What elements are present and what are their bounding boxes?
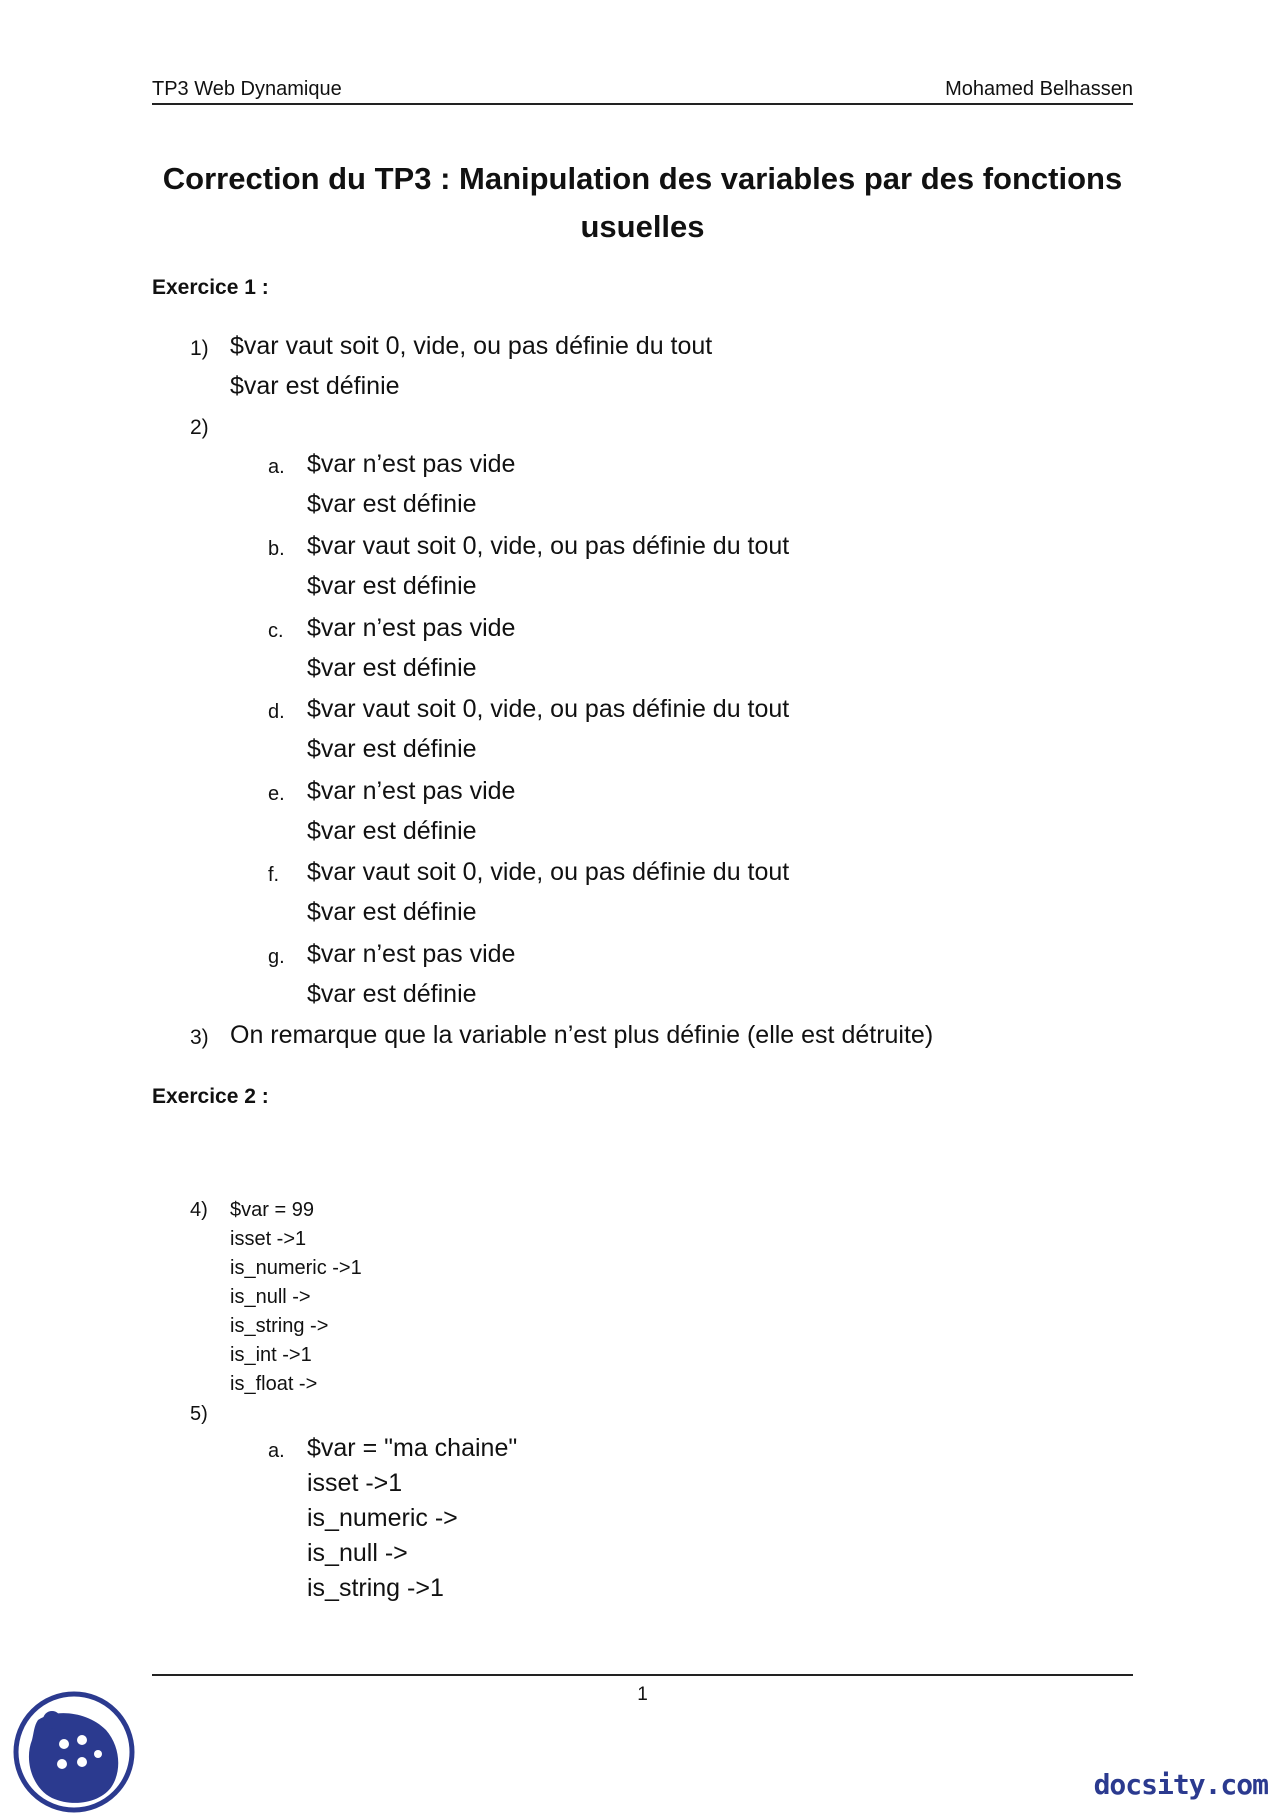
q5-line: $var = "ma chaine" bbox=[307, 1434, 518, 1462]
q2-item-line2: $var est définie bbox=[307, 898, 477, 926]
header-rule bbox=[152, 103, 1133, 105]
q2-item-letter: d. bbox=[268, 701, 285, 723]
q4-line: $var = 99 bbox=[230, 1199, 314, 1221]
q2-item-line1: $var vaut soit 0, vide, ou pas définie du tout bbox=[307, 695, 790, 723]
q5-line: is_numeric -> bbox=[307, 1504, 458, 1532]
q2-item-line2: $var est définie bbox=[307, 817, 477, 845]
q2-item-line1: $var vaut soit 0, vide, ou pas définie du tout bbox=[307, 858, 790, 886]
q2-item-letter: b. bbox=[268, 538, 285, 560]
q4-line: is_float -> bbox=[230, 1373, 318, 1395]
exercise-1-heading: Exercice 1 : bbox=[152, 276, 269, 299]
q2-item-line2: $var est définie bbox=[307, 980, 477, 1008]
header-right: Mohamed Belhassen bbox=[945, 78, 1133, 100]
q2-number: 2) bbox=[190, 416, 209, 439]
q2-item-line1: $var n’est pas vide bbox=[307, 777, 516, 805]
q4-line: is_null -> bbox=[230, 1286, 311, 1308]
q1-line1: $var vaut soit 0, vide, ou pas définie du tout bbox=[230, 332, 713, 360]
q2-item-line1: $var n’est pas vide bbox=[307, 940, 516, 968]
header-left: TP3 Web Dynamique bbox=[152, 78, 342, 100]
q2-item-letter: f. bbox=[268, 864, 280, 886]
q1-line2: $var est définie bbox=[230, 372, 400, 400]
q5-line: is_null -> bbox=[307, 1539, 408, 1567]
page-title: Correction du TP3 : Manipulation des variables par des fonctions usuelles bbox=[162, 161, 1123, 244]
q2-item-letter: c. bbox=[268, 620, 284, 642]
q2-item-line1: $var vaut soit 0, vide, ou pas définie du tout bbox=[307, 532, 790, 560]
page-number: 1 bbox=[637, 1684, 648, 1705]
q5-item-letter: a. bbox=[268, 1440, 285, 1462]
q2-item-letter: e. bbox=[268, 783, 285, 805]
q4-line: is_numeric ->1 bbox=[230, 1257, 362, 1279]
q2-item-letter: a. bbox=[268, 456, 285, 478]
q2-item-line1: $var n’est pas vide bbox=[307, 614, 516, 642]
q3-number: 3) bbox=[190, 1026, 209, 1049]
q2-item-line2: $var est définie bbox=[307, 654, 477, 682]
q5-number: 5) bbox=[190, 1403, 208, 1425]
q2-item-line1: $var n’est pas vide bbox=[307, 450, 516, 478]
q2-item-line2: $var est définie bbox=[307, 735, 477, 763]
docsity-brand-link[interactable]: docsity.com bbox=[1093, 1768, 1268, 1801]
exercise-2-heading: Exercice 2 : bbox=[152, 1085, 269, 1108]
q2-item-letter: g. bbox=[268, 946, 285, 968]
q4-line: is_string -> bbox=[230, 1315, 329, 1337]
q4-number: 4) bbox=[190, 1199, 208, 1221]
q4-line: is_int ->1 bbox=[230, 1344, 312, 1366]
q2-item-line2: $var est définie bbox=[307, 572, 477, 600]
docsity-logo-icon[interactable] bbox=[12, 1690, 136, 1819]
q5-line: is_string ->1 bbox=[307, 1574, 444, 1602]
q5-line: isset ->1 bbox=[307, 1469, 403, 1497]
q3-text: On remarque que la variable n’est plus définie (elle est détruite) bbox=[230, 1021, 934, 1049]
q2-item-line2: $var est définie bbox=[307, 490, 477, 518]
footer-rule bbox=[152, 1674, 1133, 1676]
q4-line: isset ->1 bbox=[230, 1228, 307, 1250]
q1-number: 1) bbox=[190, 337, 209, 360]
